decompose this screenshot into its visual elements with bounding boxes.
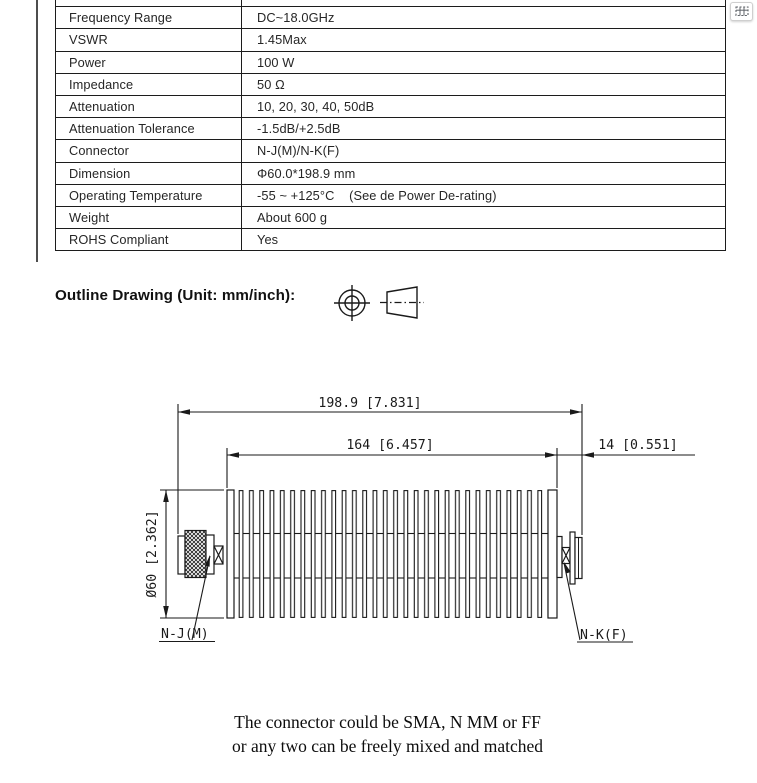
spec-value: 50 Ω [257, 76, 285, 92]
footer-note [0, 711, 757, 758]
spec-label: ROHS Compliant [56, 229, 242, 250]
spec-label: Dimension [56, 163, 242, 184]
spec-label: Weight [56, 207, 242, 228]
left-connector [178, 531, 223, 578]
dim-overall-text: 198.9 [7.831] [318, 396, 422, 411]
projection-symbols-icon [334, 285, 424, 321]
spec-value: 100 W [257, 54, 295, 70]
footer-note-line2: or any two can be freely mixed and matched [232, 735, 543, 756]
spec-label: Impedance [56, 74, 242, 95]
spec-label: Power [56, 52, 242, 73]
spec-value: -1.5dB/+2.5dB [257, 121, 341, 137]
spec-label: Connector [56, 140, 242, 161]
spec-label: Operating Temperature [56, 185, 242, 206]
spec-value: DC~18.0GHz [257, 10, 335, 26]
spec-value: -55 ~ +125°C (See de Power De-rating) [257, 187, 497, 203]
attenuator-body [227, 490, 557, 618]
spec-value: 10, 20, 30, 40, 50dB [257, 99, 375, 115]
spec-label: VSWR [56, 29, 242, 50]
outline-drawing-heading: Outline Drawing (Unit: mm/inch): [55, 287, 296, 304]
left-connector-label-text: N-J(M) [161, 627, 209, 642]
spec-label: Frequency Range [56, 7, 242, 28]
dim-connector-text: 14 [0.551] [598, 438, 678, 453]
spec-value: 1.45Max [257, 32, 307, 48]
dimension-body-length [227, 438, 557, 488]
spec-value: About 600 g [257, 209, 328, 225]
dimension-connector-length [557, 438, 695, 458]
right-connector-label-text: N-K(F) [580, 628, 628, 643]
spec-label: Attenuation Tolerance [56, 118, 242, 139]
right-connector [557, 532, 582, 584]
spec-label: Attenuation [56, 96, 242, 117]
dim-body-text: 164 [6.457] [346, 438, 434, 453]
footer-note-line1: The connector could be SMA, N MM or FF [234, 712, 541, 732]
dim-diameter-text: Ø60 [2.362] [145, 510, 160, 598]
spec-value: Yes [257, 232, 279, 248]
spec-value: Φ60.0*198.9 mm [257, 165, 356, 181]
spec-value: N-J(M)/N-K(F) [257, 143, 340, 159]
